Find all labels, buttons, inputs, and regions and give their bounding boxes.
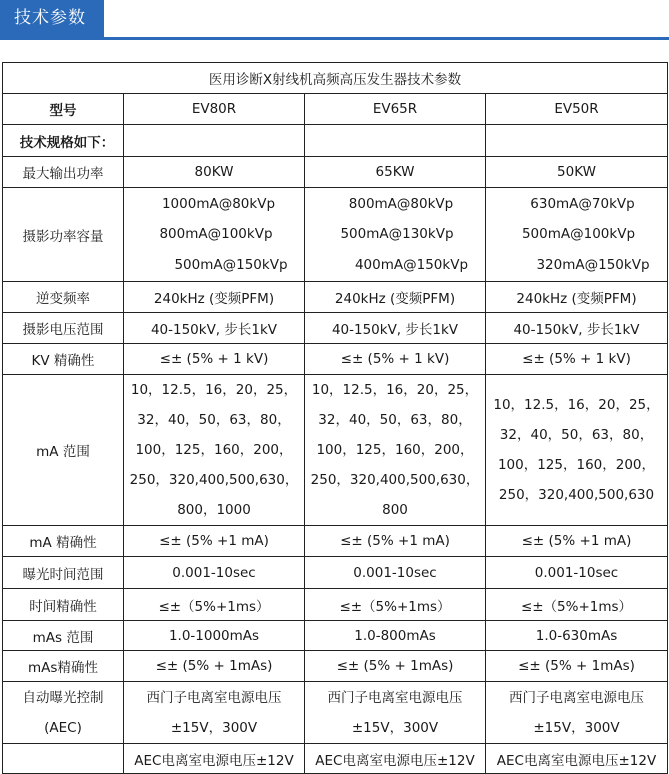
spec-heading-cell: [305, 125, 486, 157]
cell-line: 250，320,400,500,630，: [129, 472, 299, 488]
table-cell: 65KW: [305, 157, 486, 188]
table-cell: 0.001-10sec: [305, 557, 486, 589]
power-capacity-cell: [305, 188, 486, 282]
cell-line: 100，125，160，200，: [135, 442, 293, 458]
cell-line: 100，125，160，200，: [316, 442, 474, 458]
cell-line: 500mA@100kVp: [521, 226, 636, 243]
spec-heading-cell: [124, 125, 305, 157]
cell-line: 32，40，50，63，80，: [318, 412, 472, 428]
table-cell: 1.0-800mAs: [305, 621, 486, 651]
table-cell: ≤± (5% + 1mAs): [124, 651, 305, 682]
table-cell: AEC电离室电源电压±12V: [486, 744, 668, 774]
table-cell: 1.0-630mAs: [486, 621, 668, 651]
table-title: 医用诊断X射线机高频高压发生器技术参数: [3, 63, 668, 94]
cell-line: 西门子电离室电源电压: [327, 689, 463, 706]
table-cell: 40-150kV, 步长1kV: [305, 313, 486, 344]
cell-line: 32，40，50，63，80，: [137, 412, 291, 428]
cell-line: 800mA@100kVp: [159, 226, 273, 243]
cell-line: 630mA@70kVp: [530, 195, 635, 212]
cell-line: 500mA@150kVp: [174, 256, 288, 273]
cell-line: 800: [382, 502, 408, 518]
power-capacity-cell: [486, 188, 668, 282]
model-ev80r: EV80R: [124, 94, 305, 125]
cell-line: 250，320,400,500,630: [498, 487, 655, 503]
cell-line: 10，12.5，16，20，25，: [493, 397, 660, 413]
cell-line: 100，125，160，200，: [497, 457, 656, 473]
power-capacity-cell: [124, 188, 305, 282]
spec-heading-cell: [486, 125, 668, 157]
row-label: mAs 范围: [3, 621, 124, 651]
table-cell: 0.001-10sec: [486, 557, 668, 589]
table-cell: 0.001-10sec: [124, 557, 305, 589]
table-cell: 240kHz (变频PFM): [486, 282, 668, 313]
table-cell: 1.0-1000mAs: [124, 621, 305, 651]
model-ev65r: EV65R: [305, 94, 486, 125]
row-label: mA 精确性: [3, 526, 124, 557]
header-rule: [0, 37, 669, 40]
table-cell: ≤± (5% +1 mA): [124, 526, 305, 557]
table-cell: ≤±（5%+1ms）: [305, 589, 486, 621]
aec-cell: [486, 682, 668, 744]
row-label: mA 范围: [3, 375, 124, 526]
row-label: mAs精确性: [3, 651, 124, 682]
cell-line: ±15V，300V: [351, 719, 439, 736]
cell-line: 西门子电离室电源电压: [509, 689, 644, 706]
cell-line: 10，12.5，16，20，25，: [130, 382, 298, 398]
row-label: 摄影功率容量: [3, 188, 124, 282]
table-cell: 240kHz (变频PFM): [305, 282, 486, 313]
table-cell: 240kHz (变频PFM): [124, 282, 305, 313]
table-cell: ≤± (5% + 1 kV): [486, 344, 668, 375]
aec-cell: [305, 682, 486, 744]
cell-line: ±15V，300V: [533, 719, 620, 736]
cell-line: 10，12.5，16，20，25，: [311, 382, 479, 398]
row-label: 逆变频率: [3, 282, 124, 313]
row-label: [3, 744, 124, 774]
model-label: 型号: [3, 94, 124, 125]
cell-line: ±15V，300V: [170, 719, 258, 736]
row-label: 最大输出功率: [3, 157, 124, 188]
spec-heading: 技术规格如下：: [3, 125, 124, 157]
table-cell: 40-150kV, 步长1kV: [486, 313, 668, 344]
table-cell: ≤± (5% + 1mAs): [486, 651, 668, 682]
cell-line: 320mA@150kVp: [536, 256, 650, 273]
row-label: 曝光时间范围: [3, 557, 124, 589]
table-cell: ≤± (5% + 1 kV): [305, 344, 486, 375]
table-cell: ≤± (5% + 1mAs): [305, 651, 486, 682]
spec-table: [2, 62, 668, 774]
section-tab[interactable]: 技术参数: [0, 0, 104, 37]
ma-range-cell: [305, 375, 486, 526]
cell-line: 400mA@150kVp: [354, 256, 469, 273]
cell-line: 32，40，50，63，80，: [499, 427, 654, 443]
cell-line: 500mA@130kVp: [340, 226, 454, 243]
table-cell: ≤± (5% + 1 kV): [124, 344, 305, 375]
aec-cell: [124, 682, 305, 744]
cell-line: (AEC): [44, 719, 82, 736]
cell-line: 1000mA@80kVp: [161, 195, 276, 212]
cell-line: 800mA@80kVp: [348, 195, 454, 212]
table-cell: ≤±（5%+1ms）: [486, 589, 668, 621]
cell-line: 西门子电离室电源电压: [146, 689, 282, 706]
ma-range-cell: [486, 375, 668, 526]
cell-line: 自动曝光控制: [22, 689, 104, 706]
table-cell: ≤± (5% +1 mA): [486, 526, 668, 557]
section-header: [0, 0, 669, 40]
aec-label: [3, 682, 124, 744]
table-cell: AEC电离室电源电压±12V: [124, 744, 305, 774]
row-label: 摄影电压范围: [3, 313, 124, 344]
row-label: 时间精确性: [3, 589, 124, 621]
ma-range-cell: [124, 375, 305, 526]
table-cell: 50KW: [486, 157, 668, 188]
table-cell: 80KW: [124, 157, 305, 188]
table-cell: ≤±（5%+1ms）: [124, 589, 305, 621]
cell-line: 250，320,400,500,630，: [310, 472, 480, 488]
model-ev50r: EV50R: [486, 94, 668, 125]
table-cell: 40-150kV, 步长1kV: [124, 313, 305, 344]
cell-line: 800，1000: [177, 502, 251, 518]
table-cell: AEC电离室电源电压±12V: [305, 744, 486, 774]
table-cell: ≤± (5% +1 mA): [305, 526, 486, 557]
row-label: KV 精确性: [3, 344, 124, 375]
